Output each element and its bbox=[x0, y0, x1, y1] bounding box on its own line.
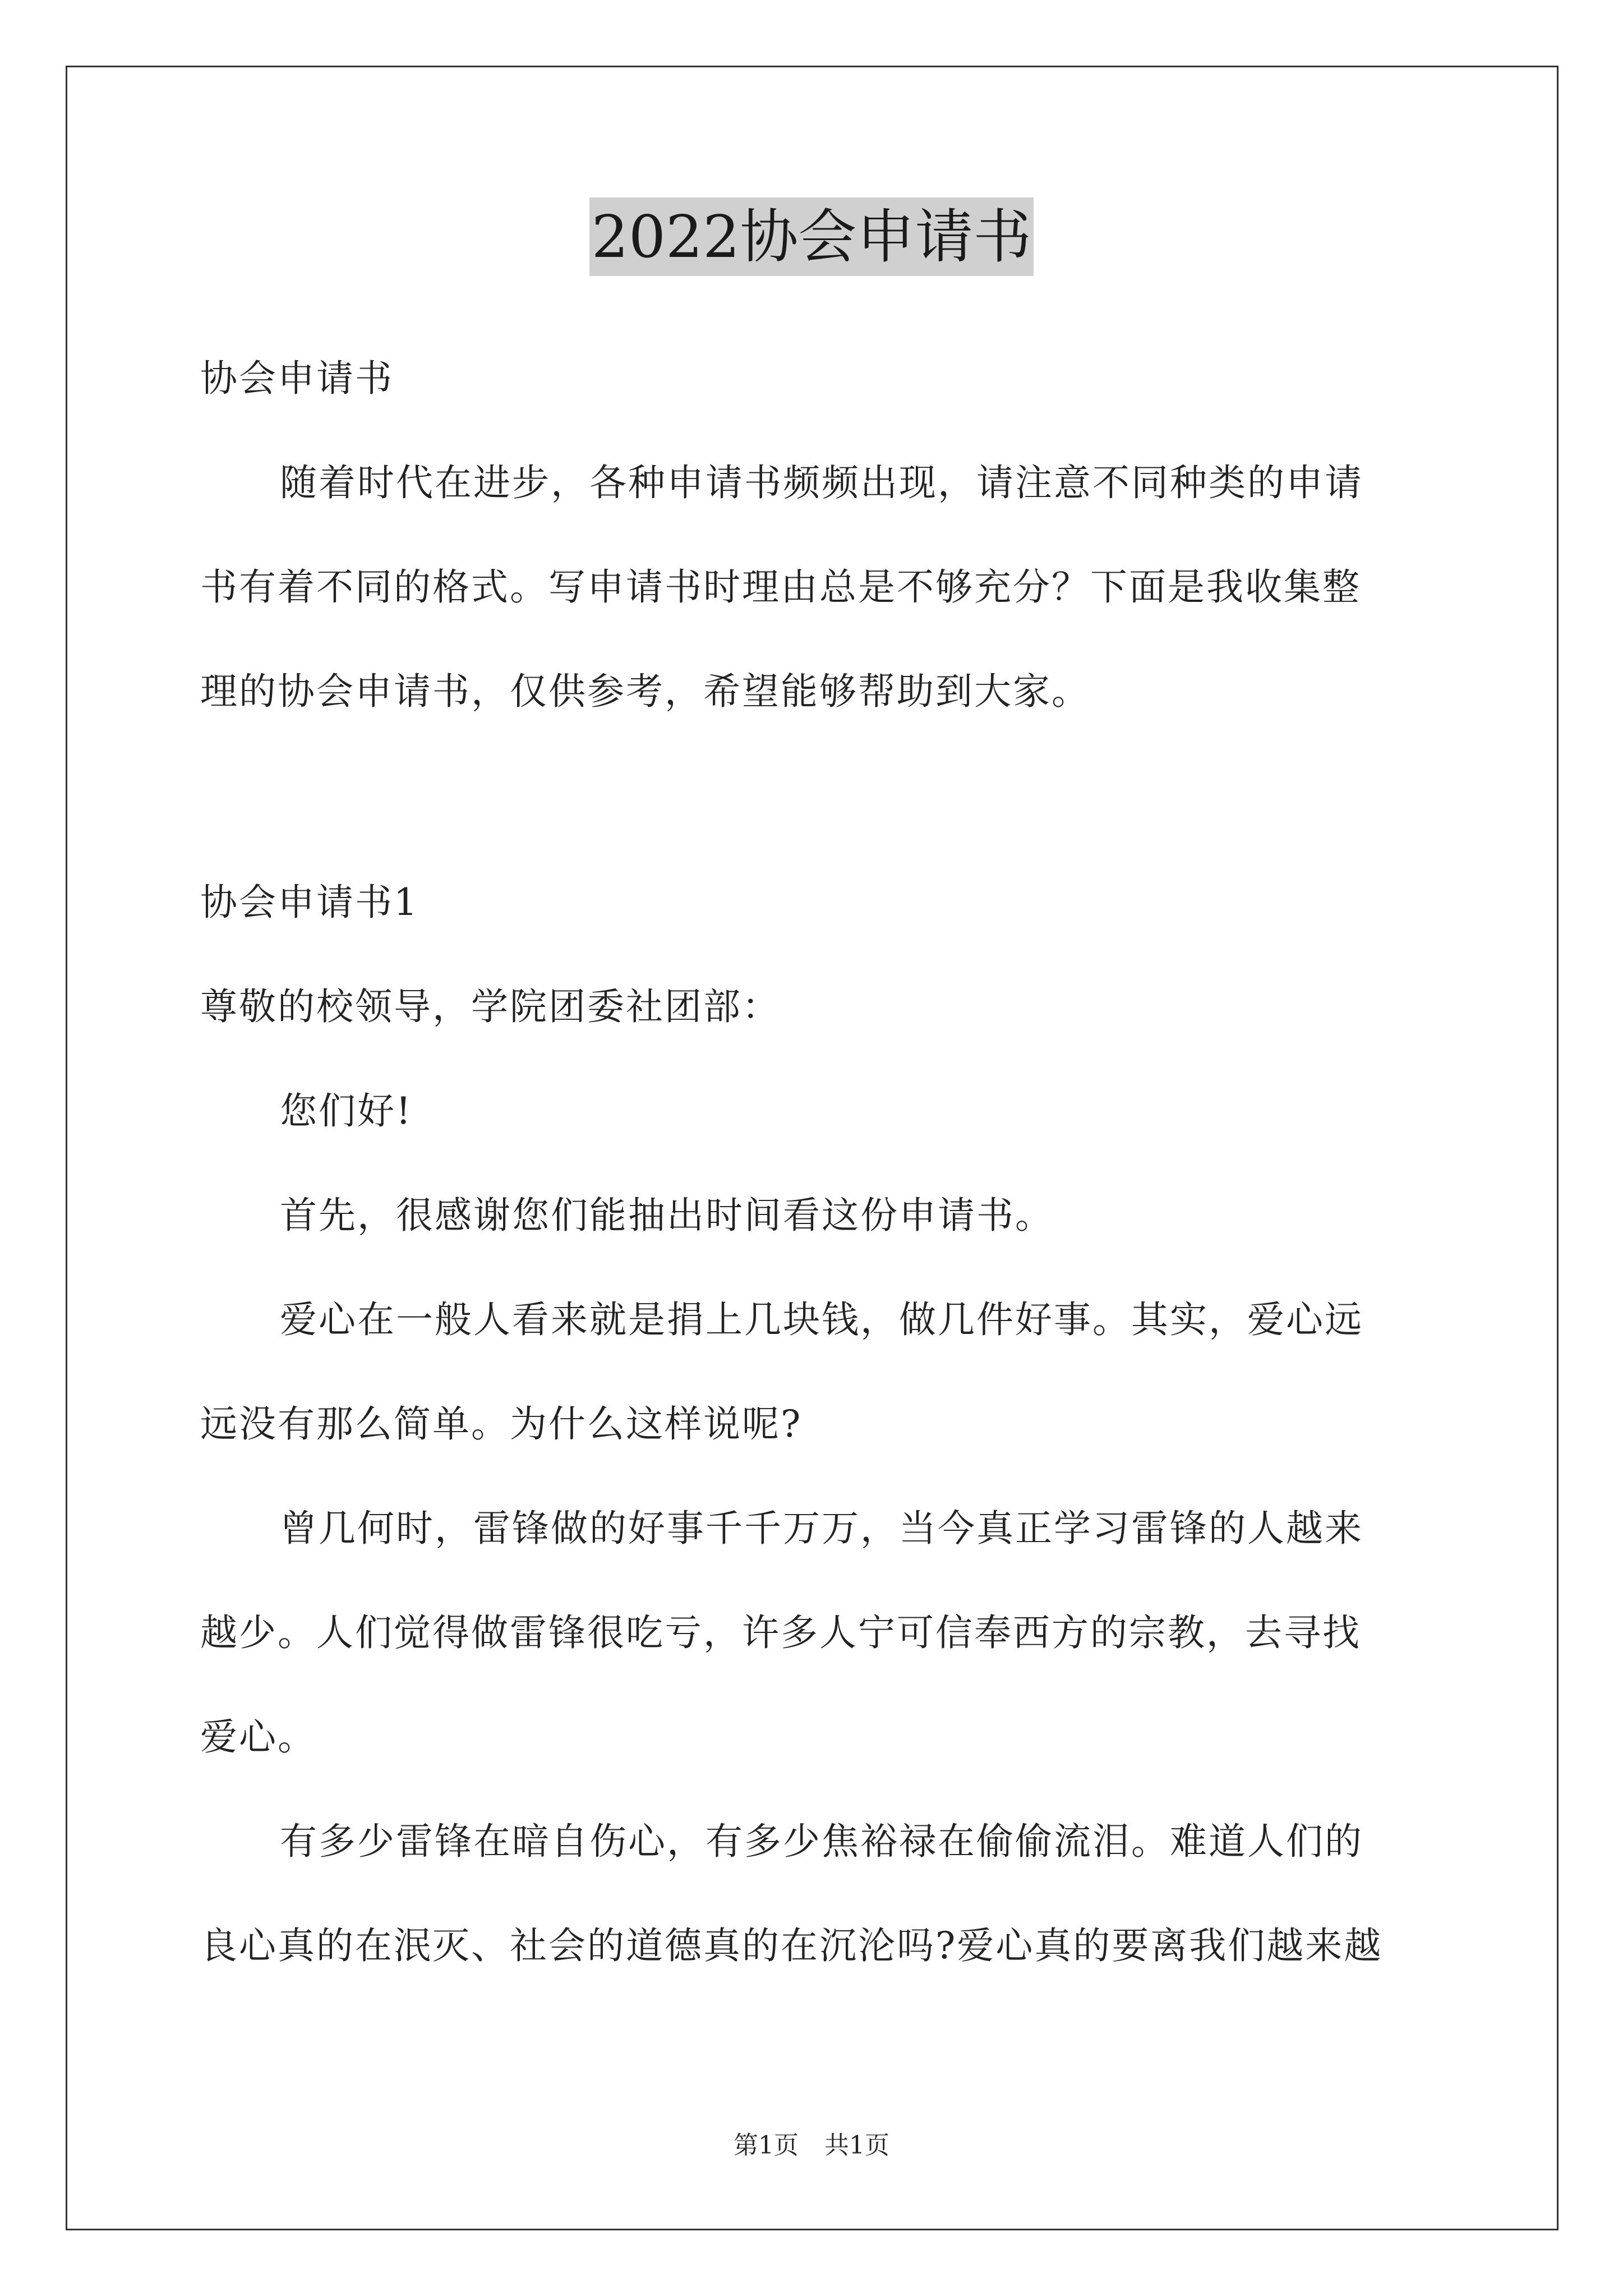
salutation: 尊敬的校领导，学院团委社团部： bbox=[200, 985, 781, 1028]
paragraph-line: 越少。人们觉得做雷锋很吃亏，许多人宁可信奉西方的宗教，去寻找 bbox=[200, 1611, 1361, 1654]
paragraph-line: 爱心在一般人看来就是捐上几块钱，做几件好事。其实，爱心远 bbox=[280, 1298, 1363, 1341]
paragraph-line: 有多少雷锋在暗自伤心，有多少焦裕禄在偷偷流泪。难道人们的 bbox=[280, 1820, 1363, 1863]
paragraph-line: 远没有那么简单。为什么这样说呢? bbox=[200, 1402, 803, 1446]
section-heading: 协会申请书1 bbox=[200, 881, 419, 924]
greeting: 您们好! bbox=[280, 1089, 413, 1133]
paragraph-line: 首先，很感谢您们能抽出时间看这份申请书。 bbox=[280, 1194, 1054, 1237]
paragraph-line: 随着时代在进步，各种申请书频频出现，请注意不同种类的申请 bbox=[280, 461, 1363, 504]
paragraph-line: 理的协会申请书，仅供参考，希望能够帮助到大家。 bbox=[200, 670, 1090, 713]
paragraph-line: 良心真的在泯灭、社会的道德真的在沉沦吗?爱心真的要离我们越来越 bbox=[200, 1924, 1383, 1967]
section-heading: 协会申请书 bbox=[200, 357, 394, 400]
paragraph-line: 书有着不同的格式。写申请书时理由总是不够充分？下面是我收集整 bbox=[200, 565, 1361, 609]
paragraph-line: 曾几何时，雷锋做的好事千千万万，当今真正学习雷锋的人越来 bbox=[280, 1507, 1363, 1550]
page-number: 第1页 bbox=[734, 2131, 799, 2160]
page-footer bbox=[0, 2129, 1623, 2162]
title-container bbox=[0, 197, 1623, 276]
page-total: 共1页 bbox=[824, 2131, 889, 2160]
document-title: 2022协会申请书 bbox=[589, 197, 1034, 276]
paragraph-line: 爱心。 bbox=[200, 1715, 316, 1759]
